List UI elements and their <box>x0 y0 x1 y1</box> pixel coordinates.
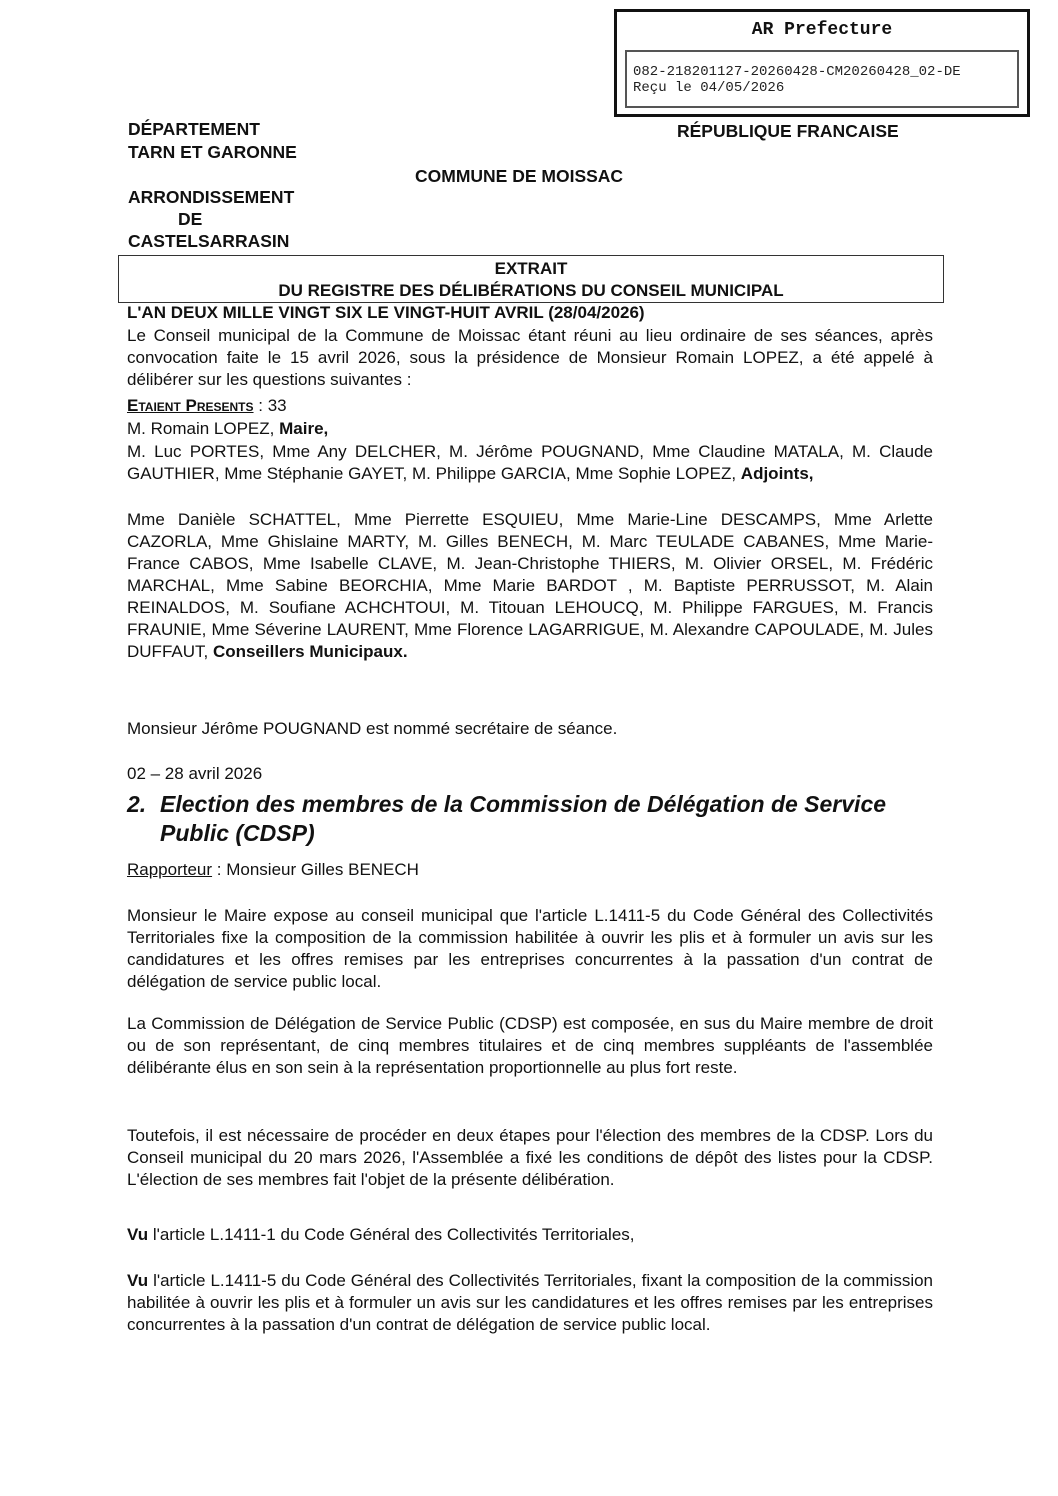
vu-article-1411-1 <box>127 1225 635 1245</box>
presents-line <box>127 396 287 416</box>
conseillers-paragraph <box>127 509 933 663</box>
section-number: 2. <box>127 791 147 817</box>
vu-article-1411-5 <box>127 1270 933 1336</box>
arrondissement-label: ARRONDISSEMENT <box>128 187 295 207</box>
adjoints-paragraph <box>127 441 933 485</box>
arrondissement-de: DE <box>178 209 203 229</box>
extrait-box <box>118 255 944 303</box>
conseillers-names: Mme Danièle SCHATTEL, Mme Pierrette ESQUIEU, Mme Marie-Line DESCAMPS, Mme Arlette CAZORLA, Mme Ghislaine MARTY, M. Gilles BENECH, M. Marc TEULADE CABANES, Mme Marie-France CABOS, Mme Isabelle CLAVE, M. Jean-Christophe THIERS, M. Olivier ORSEL, M. Frédéric MARCHAL, Mme Sabine BEORCHIA, Mme Marie BARDOT , M. Baptiste PERRUSSOT, M. Alain REINALDOS, M. Soufiane ACHCHTOUI, M. Titouan LEHOUCQ, M. Philippe FARGUES, M. Francis FRAUNIE, Mme Séverine LAURENT, Mme Florence LAGARRIGUE, M. Alexandre CAPOULADE, M. Jules DUFFAUT, <box>127 510 933 661</box>
conseillers-title: Conseillers Municipaux. <box>212 642 408 661</box>
rapporteur-value: : Monsieur Gilles BENECH <box>212 860 419 879</box>
republique-label: RÉPUBLIQUE FRANCAISE <box>677 121 899 141</box>
maire-line <box>127 419 328 439</box>
session-date-line: L'AN DEUX MILLE VINGT SIX LE VINGT-HUIT AVRIL (28/04/2026) <box>127 303 645 322</box>
vu-label: Vu <box>127 1271 149 1290</box>
paragraph-cdsp: La Commission de Délégation de Service Public (CDSP) est composée, en sus du Maire membre de droit ou de son représentant, de cinq membres titulaires et de cinq membres suppléants de l'assemblée délibérante élus en son sein à la représentation proportionnelle au plus fort reste. <box>127 1014 933 1077</box>
paragraph-composition: Monsieur le Maire expose au conseil municipal que l'article L.1411-5 du Code Général des Collectivités Territoriales fixe la composition de la commission habilitée à ouvrir les plis et à formuler un avis sur les candidatures et les offres remises par les entreprises concurrentes à la passation d'un contrat de délégation de service public local. <box>127 906 933 991</box>
intro-paragraph: Le Conseil municipal de la Commune de Moissac étant réuni au lieu ordinaire de ses séances, après convocation faite le 15 avril 2026, sous la présidence de Monsieur Romain LOPEZ, a été appelé à délibérer sur les questions suivantes : <box>127 326 933 389</box>
stamp-received-date: Reçu le 04/05/2026 <box>633 80 785 96</box>
section-title <box>127 790 937 848</box>
departement-label: DÉPARTEMENT <box>128 119 260 139</box>
stamp-details-box <box>625 50 1019 108</box>
paragraph-etapes: Toutefois, il est nécessaire de procéder en deux étapes pour l'élection des membres de la CDSP. Lors du Conseil municipal du 20 mars 2026, l'Assemblée a fixé les conditions de dépôt des listes pour la CDSP. L'élection de ses membres fait l'objet de la présente délibération. <box>127 1126 933 1189</box>
presents-label: Etaient Presents <box>127 396 254 415</box>
vu-text: l'article L.1411-1 du Code Général des Collectivités Territoriales, <box>148 1225 635 1244</box>
registre-title: DU REGISTRE DES DÉLIBÉRATIONS DU CONSEIL MUNICIPAL <box>278 281 784 300</box>
adjoints-title: Adjoints, <box>740 464 814 483</box>
ar-prefecture-stamp <box>614 9 1030 117</box>
maire-title: Maire, <box>279 419 329 438</box>
adjoints-names: M. Luc PORTES, Mme Any DELCHER, M. Jérôme POUGNAND, Mme Claudine MATALA, M. Claude GAUTHIER, Mme Stéphanie GAYET, M. Philippe GARCIA, Mme Sophie LOPEZ, <box>127 442 933 483</box>
arrondissement-name: CASTELSARRASIN <box>128 231 290 251</box>
secretaire-line: Monsieur Jérôme POUGNAND est nommé secrétaire de séance. <box>127 719 618 738</box>
departement-name: TARN ET GARONNE <box>128 142 297 162</box>
presents-count: : 33 <box>253 396 287 415</box>
stamp-title: AR Prefecture <box>751 20 893 40</box>
vu-label: Vu <box>127 1225 149 1244</box>
stamp-reference: 082-218201127-20260428-CM20260428_02-DE <box>633 64 961 80</box>
rapporteur-label: Rapporteur <box>127 860 213 879</box>
commune-name: COMMUNE DE MOISSAC <box>415 166 624 186</box>
rapporteur-line <box>127 860 419 880</box>
vu-text: l'article L.1411-5 du Code Général des Collectivités Territoriales, fixant la composition de la commission habilitée à ouvrir les plis et à formuler un avis sur les candidatures et les offres remises par les entreprises concurrentes à la passation d'un contrat de délégation de service public local. <box>127 1271 933 1334</box>
reference-date: 02 – 28 avril 2026 <box>127 764 263 783</box>
section-title-text: Election des membres de la Commission de Délégation de Service Public (CDSP) <box>160 791 887 846</box>
maire-name: M. Romain LOPEZ, <box>127 419 280 438</box>
extrait-title: EXTRAIT <box>494 259 568 278</box>
